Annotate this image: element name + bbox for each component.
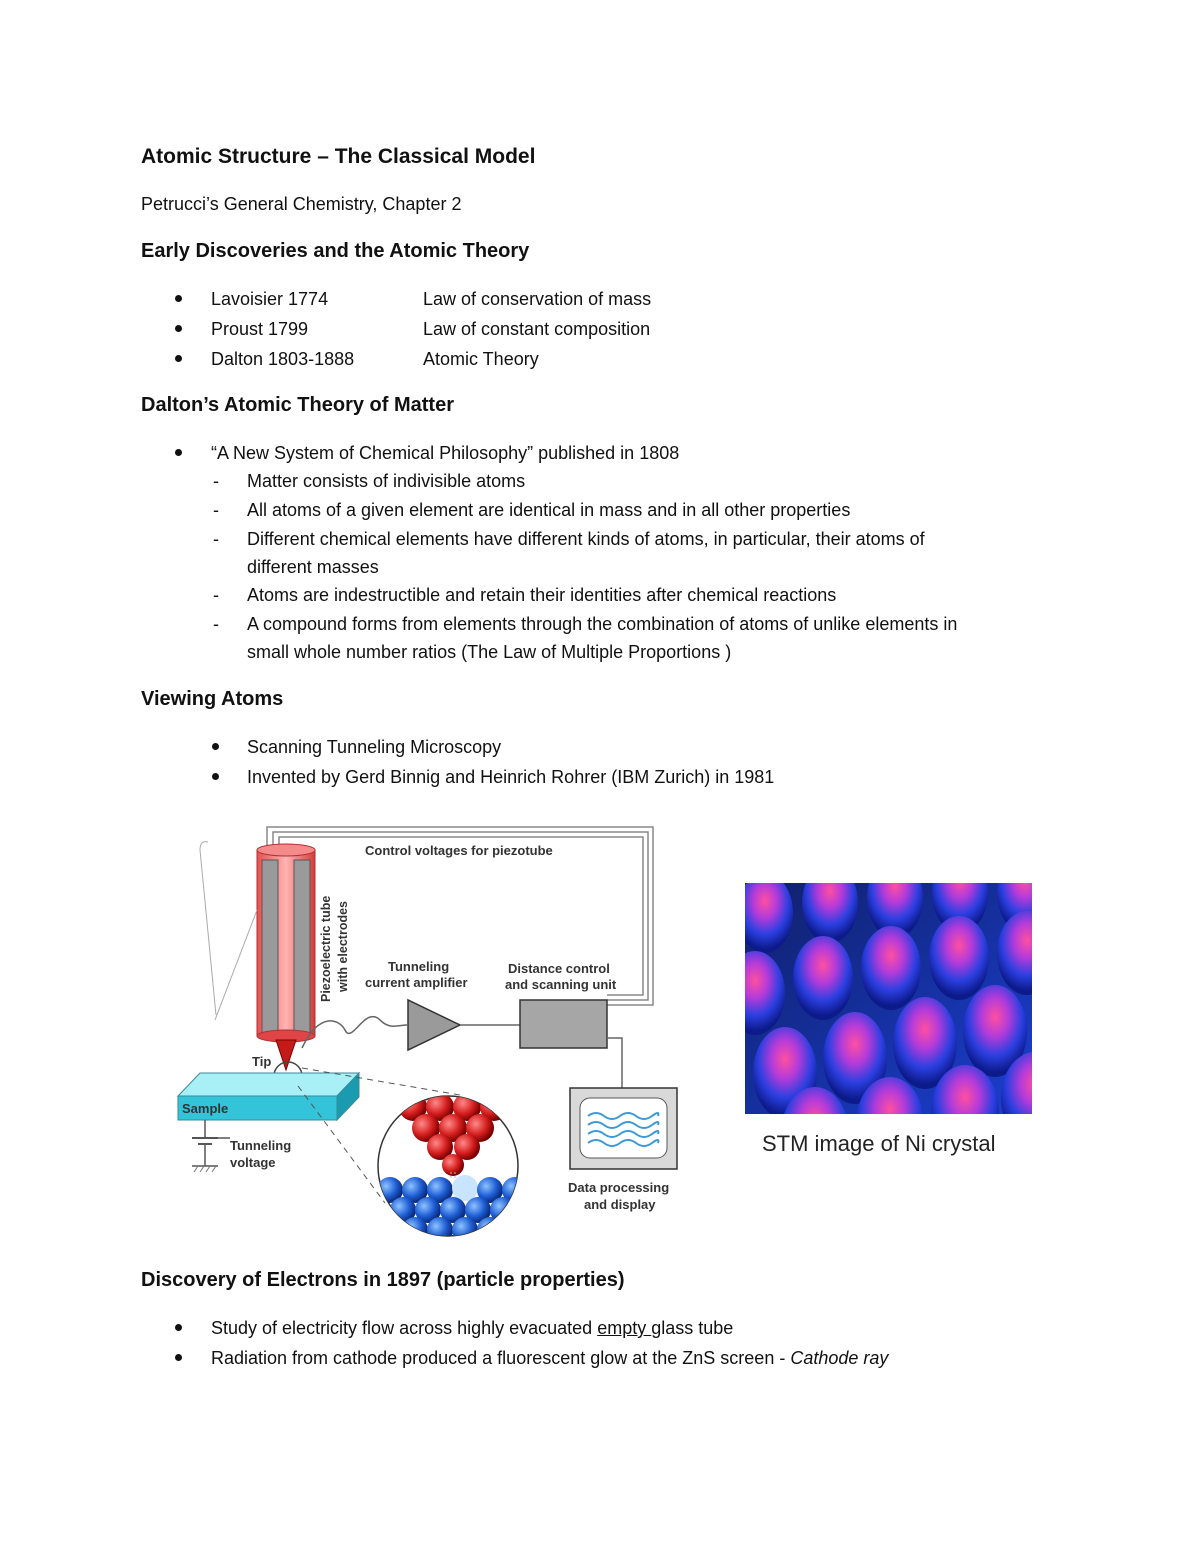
data-label-2: and display: [584, 1197, 656, 1212]
piezo-tube: [200, 842, 315, 1070]
amp-label-1: Tunneling: [388, 959, 450, 974]
distance-control-box: [520, 1000, 607, 1048]
italic-text: Cathode ray: [790, 1348, 889, 1368]
sub-list-item: A compound forms from elements through the combination of atoms of unlike elements in: [247, 614, 958, 634]
sub-list-item-continued: small whole number ratios (The Law of Multiple Proportions ): [247, 642, 732, 662]
list-item-what: Law of conservation of mass: [423, 289, 652, 309]
list-item-who: Lavoisier 1774: [211, 289, 329, 309]
dash-marker: -: [213, 471, 219, 491]
stm-diagram: [170, 820, 690, 1240]
control-voltages-label: Control voltages for piezotube: [365, 843, 553, 858]
dash-marker: -: [213, 585, 219, 605]
text-run: Study of electricity flow across highly evacuated: [211, 1318, 598, 1338]
piezo-label-1: Piezoelectric tube: [319, 895, 333, 1002]
amplifier-triangle: [408, 1000, 460, 1050]
voltage-label-1: Tunneling: [230, 1138, 292, 1153]
piezo-label-2: with electrodes: [336, 901, 350, 992]
text-run: Radiation from cathode produced a fluorescent glow at the ZnS screen -: [211, 1348, 791, 1368]
bullet-marker: [175, 295, 182, 302]
bullet-marker: [175, 1324, 182, 1331]
atom-zoom: [365, 1093, 528, 1240]
distance-label-1: Distance control: [508, 961, 610, 976]
tip-label: Tip: [252, 1054, 272, 1069]
sub-list-item: All atoms of a given element are identical in mass and in all other properties: [247, 500, 851, 520]
list-item: Scanning Tunneling Microscopy: [247, 737, 502, 757]
sub-list-item: Matter consists of indivisible atoms: [247, 471, 526, 491]
dash-marker: -: [213, 529, 219, 549]
bullet-marker: [175, 449, 182, 456]
dash-marker: -: [213, 614, 219, 634]
text-run: glass tube: [651, 1318, 734, 1338]
distance-label-2: and scanning unit: [505, 977, 617, 992]
bullet-marker: [212, 743, 219, 750]
underlined-text: empty: [597, 1318, 652, 1338]
section-heading-dalton: Dalton’s Atomic Theory of Matter: [141, 394, 454, 416]
bullet-marker: [175, 1354, 182, 1361]
list-item-cathode-radiation: [211, 1347, 888, 1369]
stm-ni-crystal-image: [745, 883, 1032, 1114]
page-subtitle: Petrucci’s General Chemistry, Chapter 2: [141, 194, 462, 214]
list-item-who: Dalton 1803-1888: [211, 349, 355, 369]
sample-label: Sample: [182, 1101, 229, 1116]
dash-marker: -: [213, 500, 219, 520]
list-item-electricity-flow: [211, 1317, 733, 1339]
sub-list-item: Different chemical elements have different kinds of atoms, in particular, their atoms of: [247, 529, 925, 549]
list-item-who: Proust 1799: [211, 319, 309, 339]
page-title: Atomic Structure – The Classical Model: [141, 145, 536, 168]
bullet-marker: [212, 773, 219, 780]
bullet-marker: [175, 355, 182, 362]
bullet-marker: [175, 325, 182, 332]
list-item-what: Law of constant composition: [423, 319, 651, 339]
data-display-monitor: [570, 1088, 677, 1169]
sub-list-item-continued: different masses: [247, 557, 379, 577]
section-heading-electrons: Discovery of Electrons in 1897 (particle properties): [141, 1269, 625, 1291]
voltage-label-2: voltage: [230, 1155, 276, 1170]
stm-image-caption: STM image of Ni crystal: [762, 1131, 996, 1156]
amp-label-2: current amplifier: [365, 975, 468, 990]
list-item: Invented by Gerd Binnig and Heinrich Rohrer (IBM Zurich) in 1981: [247, 767, 775, 787]
sub-list-item: Atoms are indestructible and retain their identities after chemical reactions: [247, 585, 837, 605]
data-label-1: Data processing: [568, 1180, 670, 1195]
section-heading-early-discoveries: Early Discoveries and the Atomic Theory: [141, 240, 530, 262]
list-item: “A New System of Chemical Philosophy” published in 1808: [211, 443, 680, 463]
section-heading-viewing-atoms: Viewing Atoms: [141, 688, 284, 710]
list-item-what: Atomic Theory: [423, 349, 539, 369]
